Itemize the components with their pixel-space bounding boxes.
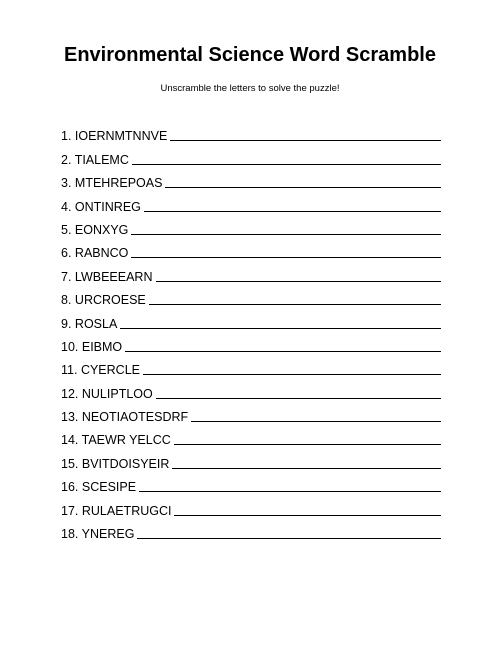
item-number: 5. [61, 222, 72, 237]
item-number: 15. [61, 456, 79, 471]
answer-line[interactable] [131, 257, 441, 258]
scramble-label [61, 153, 132, 167]
scramble-label [61, 317, 120, 331]
scrambled-word: RULAETRUGCI [81, 503, 172, 518]
item-number: 10. [61, 339, 79, 354]
scrambled-word: TIALEMC [74, 152, 129, 167]
answer-line[interactable] [132, 164, 441, 165]
answer-line[interactable] [137, 538, 441, 539]
scramble-list [61, 120, 441, 541]
scramble-item [61, 120, 441, 143]
scramble-item [61, 471, 441, 494]
scramble-label [61, 223, 131, 237]
item-number: 14. [61, 433, 79, 448]
scramble-label [61, 410, 191, 424]
scrambled-word: MTEHREPOAS [74, 176, 163, 191]
item-number: 11. [61, 363, 78, 378]
scrambled-word: NULIPTLOO [81, 386, 153, 401]
scramble-label [61, 527, 137, 541]
scrambled-word: ROSLA [74, 316, 118, 331]
scrambled-word: ONTINREG [74, 199, 141, 214]
item-number: 18. [61, 527, 79, 542]
scramble-item [61, 143, 441, 166]
item-number: 3. [61, 176, 72, 191]
scrambled-word: TAEWR YELCC [81, 433, 171, 448]
scramble-item [61, 494, 441, 517]
scramble-label [61, 270, 156, 284]
answer-line[interactable] [165, 187, 441, 188]
answer-line[interactable] [172, 468, 441, 469]
scramble-label [61, 387, 156, 401]
scramble-label [61, 340, 125, 354]
answer-line[interactable] [174, 515, 441, 516]
scramble-item [61, 518, 441, 541]
item-number: 9. [61, 316, 72, 331]
answer-line[interactable] [120, 328, 441, 329]
scramble-label [61, 246, 131, 260]
scramble-item [61, 284, 441, 307]
answer-line[interactable] [170, 140, 441, 141]
scramble-item [61, 401, 441, 424]
answer-line[interactable] [149, 304, 441, 305]
item-number: 7. [61, 269, 72, 284]
scrambled-word: EIBMO [81, 339, 123, 354]
item-number: 16. [61, 480, 79, 495]
scramble-item [61, 447, 441, 470]
answer-line[interactable] [139, 491, 441, 492]
scrambled-word: LWBEEEARN [74, 269, 153, 284]
item-number: 2. [61, 152, 72, 167]
scramble-item [61, 190, 441, 213]
scrambled-word: EONXYG [74, 222, 129, 237]
scrambled-word: NEOTIAOTESDRF [81, 410, 189, 425]
item-number: 4. [61, 199, 72, 214]
scramble-label [61, 176, 165, 190]
scramble-item [61, 167, 441, 190]
scramble-item [61, 214, 441, 237]
scramble-item [61, 424, 441, 447]
scramble-item [61, 237, 441, 260]
scramble-item [61, 354, 441, 377]
scramble-item [61, 377, 441, 400]
item-number: 8. [61, 293, 72, 308]
answer-line[interactable] [156, 398, 441, 399]
scrambled-word: CYERCLE [80, 363, 140, 378]
item-number: 13. [61, 410, 79, 425]
scramble-label [61, 504, 174, 518]
answer-line[interactable] [131, 234, 441, 235]
scramble-label [61, 457, 172, 471]
item-number: 1. [61, 129, 72, 144]
scramble-item [61, 260, 441, 283]
answer-line[interactable] [174, 444, 441, 445]
scrambled-word: BVITDOISYEIR [81, 456, 170, 471]
scrambled-word: YNEREG [81, 527, 135, 542]
scrambled-word: RABNCO [74, 246, 129, 261]
item-number: 12. [61, 386, 79, 401]
scramble-label [61, 363, 143, 377]
scramble-label [61, 293, 149, 307]
page-title: Environmental Science Word Scramble [64, 44, 436, 66]
scramble-label [61, 200, 144, 214]
answer-line[interactable] [144, 211, 441, 212]
answer-line[interactable] [143, 374, 441, 375]
scramble-item [61, 307, 441, 330]
scrambled-word: IOERNMTNNVE [74, 129, 168, 144]
scramble-item [61, 331, 441, 354]
scramble-label [61, 433, 174, 447]
scrambled-word: SCESIPE [81, 480, 137, 495]
scrambled-word: URCROESE [74, 293, 146, 308]
item-number: 17. [61, 503, 79, 518]
scramble-label [61, 480, 139, 494]
answer-line[interactable] [125, 351, 441, 352]
item-number: 6. [61, 246, 72, 261]
answer-line[interactable] [191, 421, 441, 422]
answer-line[interactable] [156, 281, 442, 282]
page-subtitle: Unscramble the letters to solve the puzzle! [160, 83, 340, 94]
scramble-label [61, 129, 170, 143]
